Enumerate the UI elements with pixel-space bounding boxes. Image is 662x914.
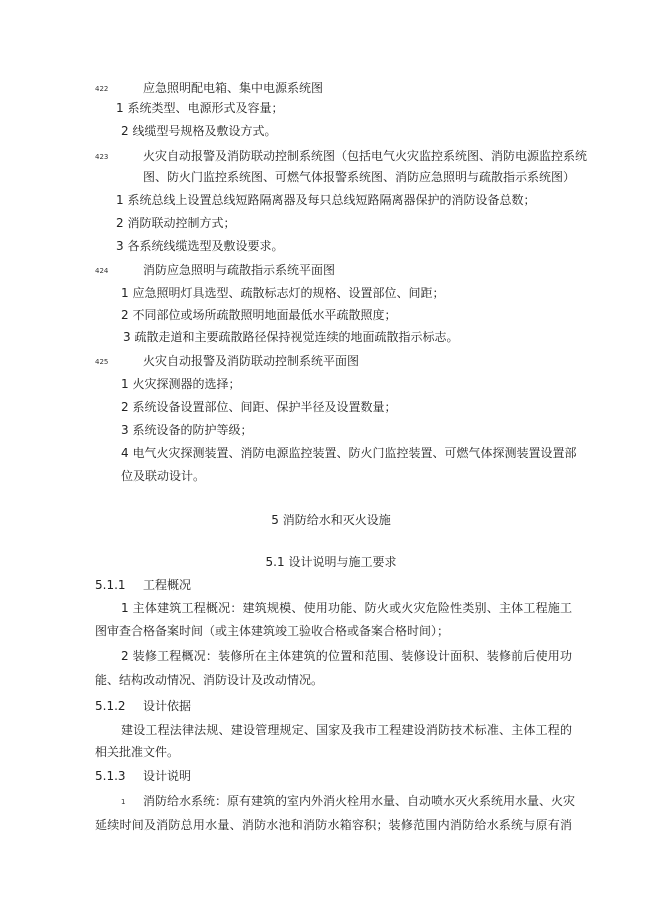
- paragraph: 建设工程法律法规、建设管理规定、国家及我市工程建设消防技术标准、主体工程的: [121, 723, 572, 737]
- section-title: 火灾自动报警及消防联动控制系统图（包括电气火灾监控系统图、消防电源监控系统: [143, 149, 588, 163]
- paragraph: 图审查合格备案时间（或主体建筑竣工验收合格或备案合格时间）；: [95, 624, 450, 638]
- subsection-number: 5.1.1: [95, 578, 126, 592]
- section-number: 422: [95, 85, 109, 93]
- list-item: 2 线缆型号规格及敷设方式。: [121, 124, 277, 138]
- paragraph: 2 装修工程概况：装修所在主体建筑的位置和范围、装修设计面积、装修前后使用功: [121, 649, 572, 663]
- section-title: 火灾自动报警及消防联动控制系统平面图: [143, 354, 360, 368]
- section-title: 应急照明配电箱、集中电源系统图: [143, 81, 324, 95]
- list-item: 3 系统设备的防护等级；: [121, 423, 253, 437]
- list-item: 2 系统设备设置部位、间距、保护半径及设置数量；: [121, 400, 397, 414]
- item-number: 1: [121, 798, 126, 806]
- list-item: 2 不同部位或场所疏散照明地面最低水平疏散照度；: [121, 308, 397, 322]
- subsection-title: 设计说明: [143, 769, 192, 783]
- list-item: 1 应急照明灯具选型、疏散标志灯的规格、设置部位、间距；: [121, 286, 445, 300]
- paragraph: 消防给水系统：原有建筑的室内外消火栓用水量、自动喷水灭火系统用水量、火灾: [143, 794, 576, 808]
- subsection-number: 5.1.2: [95, 699, 126, 713]
- subsection-number: 5.1.3: [95, 769, 126, 783]
- list-item: 4 电气火灾探测装置、消防电源监控装置、防火门监控装置、可燃气体探测装置设置部: [121, 446, 577, 460]
- chapter-heading: 5 消防给水和灭火设施: [271, 513, 391, 527]
- section-number: 424: [95, 267, 109, 275]
- section-title: 消防应急照明与疏散指示系统平面图: [143, 263, 336, 277]
- list-item: 1 系统总线上设置总线短路隔离器及每只总线短路隔离器保护的消防设备总数；: [116, 193, 536, 207]
- section-number: 423: [95, 153, 109, 161]
- section-title-cont: 图、防火门监控系统图、可燃气体报警系统图、消防应急照明与疏散指示系统图）: [143, 170, 576, 184]
- section-number: 425: [95, 358, 109, 366]
- paragraph: 相关批准文件。: [95, 745, 180, 759]
- paragraph: 1 主体建筑工程概况：建筑规模、使用功能、防火或火灾危险性类别、主体工程施工: [121, 601, 572, 615]
- paragraph: 延续时间及消防总用水量、消防水池和消防水箱容积；装修范围内消防给水系统与原有消: [95, 818, 572, 832]
- list-item: 1 火灾探测器的选择；: [121, 377, 241, 391]
- section-heading: 5.1 设计说明与施工要求: [265, 555, 397, 569]
- list-item: 1 系统类型、电源形式及容量；: [116, 101, 284, 115]
- subsection-title: 工程概况: [143, 578, 192, 592]
- list-item: 3 各系统线缆选型及敷设要求。: [116, 239, 284, 253]
- list-item: 3 疏散走道和主要疏散路径保持视觉连续的地面疏散指示标志。: [123, 330, 459, 344]
- list-item: 2 消防联动控制方式；: [116, 216, 236, 230]
- subsection-title: 设计依据: [143, 699, 192, 713]
- paragraph: 能、结构改动情况、消防设计及改动情况。: [95, 673, 324, 687]
- list-item-cont: 位及联动设计。: [121, 469, 206, 483]
